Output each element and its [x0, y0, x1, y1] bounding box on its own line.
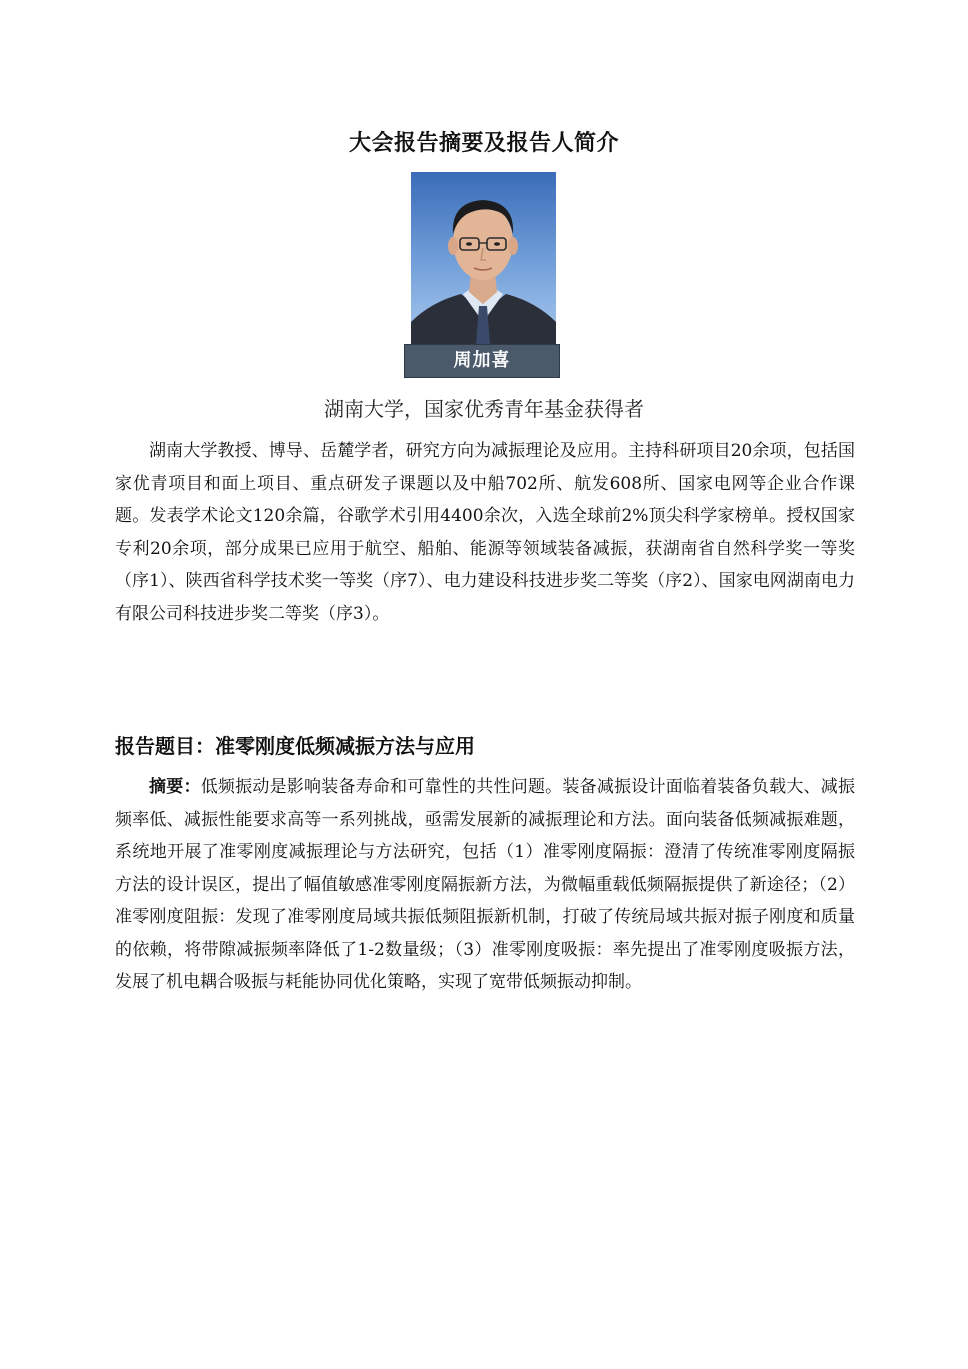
- report-abstract: [115, 771, 855, 999]
- abstract-text: 低频振动是影响装备寿命和可靠性的共性问题。装备减振设计面临着装备负载大、减振频率低、减振性能要求高等一系列挑战，亟需发展新的减振理论和方法。面向装备低频减振难题，系统地开展了准零刚度减振理论与方法研究，包括（1）准零刚度隔振：澄清了传统准零刚度隔振方法的设计误区，提出了幅值敏感准零刚度隔振新方法，为微幅重载低频隔振提供了新途径；（2）准零刚度阻振：发现了准零刚度局域共振低频阻振新机制，打破了传统局域共振对振子刚度和质量的依赖，将带隙减振频率降低了1-2数量级；（3）准零刚度吸振：率先提出了准零刚度吸振方法，发展了机电耦合吸振与耗能协同优化策略，实现了宽带低频振动抑制。: [115, 777, 856, 992]
- speaker-bio: 湖南大学教授、博导、岳麓学者，研究方向为减振理论及应用。主持科研项目20余项，包括国家优青项目和面上项目、重点研发子课题以及中船702所、航发608所、国家电网等企业合作课题。发表学术论文120余篇，谷歌学术引用4400余次，入选全球前2%顶尖科学家榜单。授权国家专利20余项，部分成果已应用于航空、船舶、能源等领域装备减振，获湖南省自然科学奖一等奖（序1）、陕西省科学技术奖一等奖（序7）、电力建设科技进步奖二等奖（序2）、国家电网湖南电力有限公司科技进步奖二等奖（序3）。: [115, 441, 855, 624]
- speaker-affiliation: 湖南大学，国家优秀青年基金获得者: [324, 397, 644, 421]
- report-title: 报告题目：准零刚度低频减振方法与应用: [115, 734, 475, 758]
- page-title: 大会报告摘要及报告人简介: [348, 130, 619, 156]
- abstract-label: 摘要：: [149, 777, 201, 797]
- speaker-photo: [411, 172, 556, 344]
- speaker-name-plate: 周加喜: [404, 344, 560, 378]
